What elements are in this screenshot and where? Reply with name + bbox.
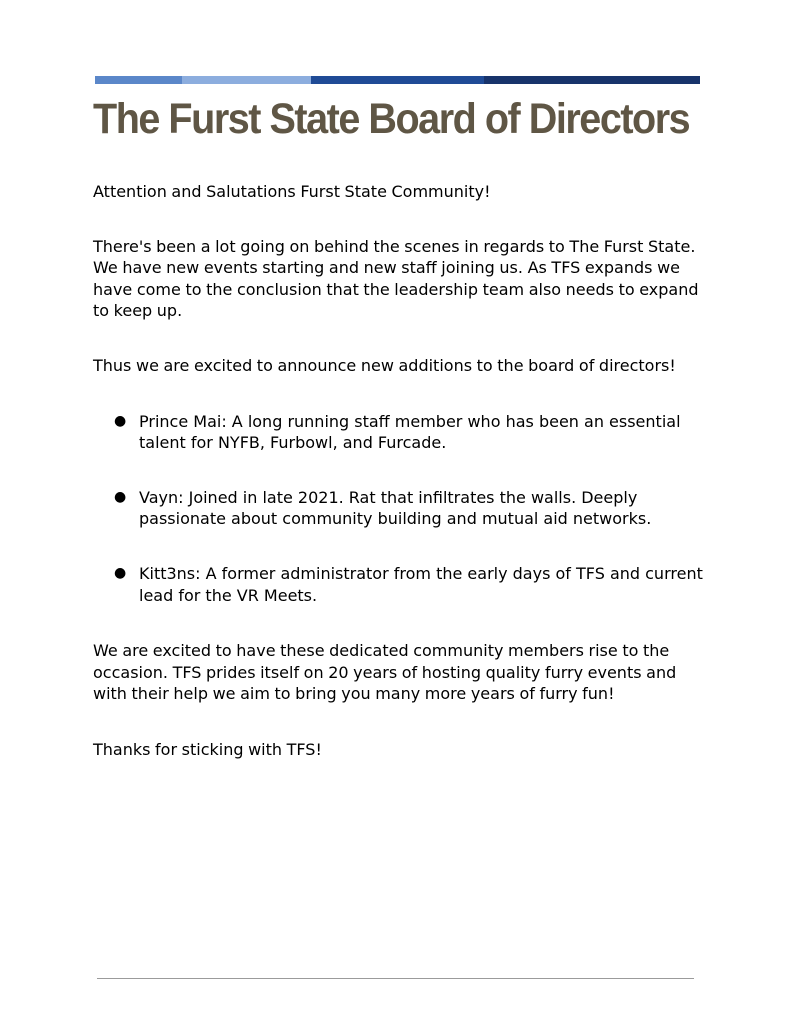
member-description: Kitt3ns: A former administrator from the early days of TFS and current lead for the VR Meets. bbox=[139, 563, 703, 605]
member-description: Vayn: Joined in late 2021. Rat that infiltrates the walls. Deeply passionate about community building and mutual aid networks. bbox=[139, 487, 652, 529]
list-item bbox=[93, 563, 705, 606]
footer-divider bbox=[97, 978, 694, 979]
sign-off-text: Thanks for sticking with TFS! bbox=[93, 739, 322, 759]
greeting-text: Attention and Salutations Furst State Community! bbox=[93, 182, 491, 201]
header-bar-segment-1 bbox=[95, 76, 182, 84]
intro-paragraph: There's been a lot going on behind the scenes in regards to The Furst State. We have new events starting and new staff joining us. As TFS expands we have come to the conclusion that the leadership team also needs to expand to keep up. bbox=[93, 236, 699, 321]
header-color-bar bbox=[95, 76, 700, 84]
list-item bbox=[93, 487, 705, 530]
board-members-list bbox=[93, 411, 705, 607]
document-body bbox=[93, 181, 705, 761]
closing-paragraph: We are excited to have these dedicated community members rise to the occasion. TFS prides itself on 20 years of hosting quality furry events and with their help we aim to bring you many more years of furry fun! bbox=[93, 641, 677, 704]
bullet-icon: ● bbox=[114, 488, 127, 505]
page-title: The Furst State Board of Directors bbox=[93, 95, 690, 143]
member-description: Prince Mai: A long running staff member who has been an essential talent for NYFB, Furbowl, and Furcade. bbox=[139, 411, 681, 453]
bullet-icon: ● bbox=[114, 412, 127, 429]
bullet-icon: ● bbox=[114, 564, 127, 581]
header-bar-segment-4 bbox=[484, 76, 700, 84]
announcement-paragraph: Thus we are excited to announce new additions to the board of directors! bbox=[93, 355, 676, 375]
list-item bbox=[93, 411, 705, 454]
header-bar-segment-2 bbox=[182, 76, 311, 84]
header-bar-segment-3 bbox=[311, 76, 484, 84]
